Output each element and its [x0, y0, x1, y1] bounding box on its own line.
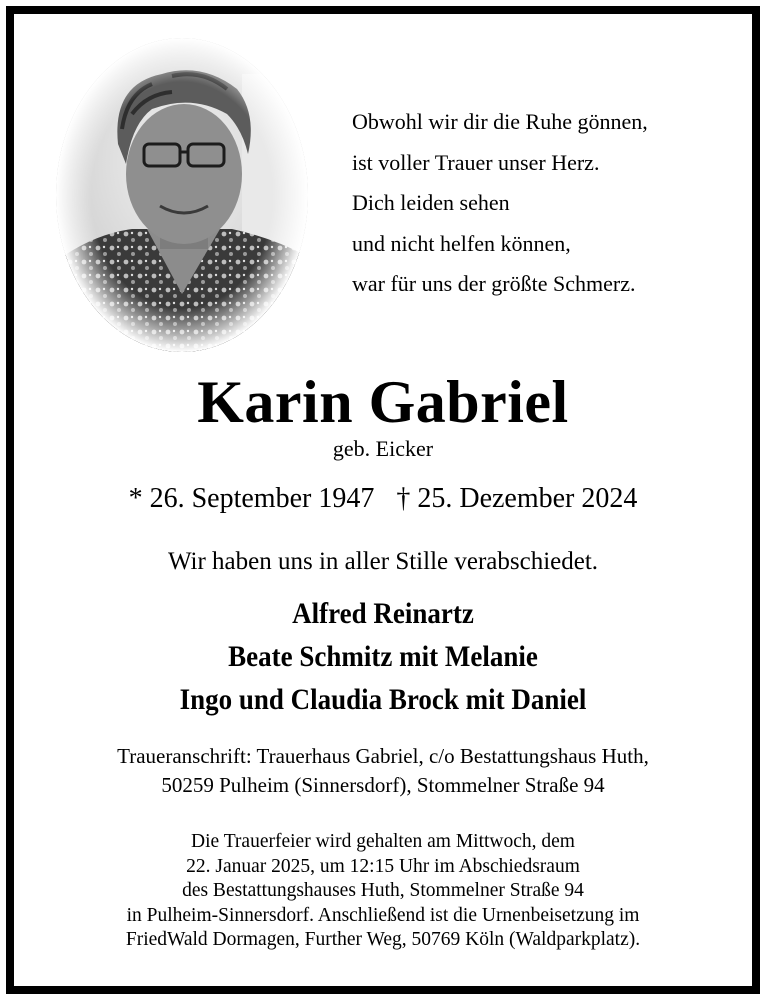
address-line: 50259 Pulheim (Sinnersdorf), Stommelner Straße 94 [161, 773, 605, 797]
birth-name: geb. Eicker [332, 436, 434, 461]
ceremony-details [14, 830, 752, 953]
mourner: Ingo und Claudia Brock mit Daniel [179, 683, 587, 716]
ceremony-line: 22. Januar 2025, um 12:15 Uhr im Abschiedsraum [186, 855, 580, 877]
ceremony-line: des Bestattungshauses Huth, Stommelner Straße 94 [182, 880, 584, 901]
mourner: Alfred Reinartz [292, 597, 474, 630]
ceremony-line: FriedWald Dormagen, Further Weg, 50769 Köln (Waldparkplatz). [125, 929, 641, 950]
poem-line: und nicht helfen können, [352, 230, 571, 256]
poem-line: ist voller Trauer unser Herz. [352, 149, 600, 175]
mourning-address [14, 742, 752, 800]
obituary-frame [6, 6, 760, 994]
ceremony-line: in Pulheim-Sinnersdorf. Anschließend ist die Urnenbeisetzung im [126, 904, 640, 926]
ceremony-line: Die Trauerfeier wird gehalten am Mittwoch, dem [191, 831, 575, 852]
birth-date: * 26. September 1947 [128, 483, 375, 514]
poem-line: war für uns der größte Schmerz. [352, 271, 636, 296]
poem-line: Obwohl wir dir die Ruhe gönnen, [352, 109, 648, 134]
portrait-photo [52, 34, 312, 356]
deceased-name: Karin Gabriel [197, 369, 569, 435]
life-dates [14, 481, 752, 517]
address-line: Traueranschrift: Trauerhaus Gabriel, c/o Bestattungshaus Huth, [117, 744, 649, 768]
mourners-list [14, 592, 752, 721]
death-date: † 25. Dezember 2024 [396, 483, 638, 514]
poem-line: Dich leiden sehen [352, 190, 510, 215]
mourner: Beate Schmitz mit Melanie [228, 640, 538, 673]
poem [352, 102, 732, 305]
farewell-note: Wir haben uns in aller Stille verabschiedet. [167, 548, 599, 575]
